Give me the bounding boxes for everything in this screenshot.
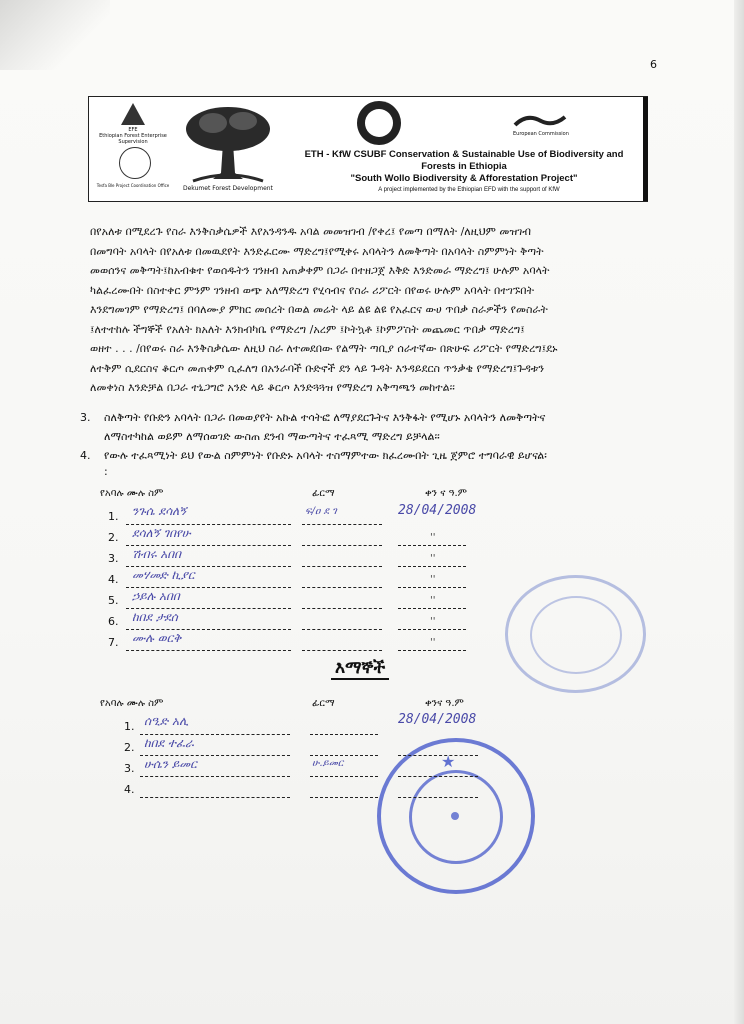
paragraph-line: ወዘተ . . . /በየወሩ ስራ እንቅስቃሴው ለዚህ ስራ ለተመደበው የልማት ጣቢያ ሰራተኛው በጽሁፍ ሪፖርት የማድረግ፤ደኑ <box>90 342 558 355</box>
date-line <box>398 755 478 756</box>
ditto-mark: '' <box>430 532 436 543</box>
row-number: 7. <box>108 636 119 649</box>
name-line <box>126 629 291 630</box>
witness-date: 28/04/2008 <box>398 712 477 727</box>
efe-logo-text: EFE Ethiopian Forest Enterprise Supervision <box>99 127 167 145</box>
signature-line <box>302 650 382 651</box>
signature-line <box>302 629 382 630</box>
figures-emblem-icon <box>119 147 151 179</box>
clause-text: ስለቅጣት የቡድን አባላት በጋራ በመወያየት አኩል ተሳትፎ ለማያደርጉትና እንቅፋት የሚሆኑ አባላትን ለመቅጣትና <box>104 411 546 424</box>
name-line <box>126 524 291 525</box>
signature-line <box>302 545 382 546</box>
paragraph-line: መወሰንና መቅጣት፤ከአብቁተ የወሰዱትን ገንዘብ አጠቃቀም በጋራ በተዘጋጀ እቅድ እንድመራ ማድረግ፤ ሁሉም አባላት <box>90 264 550 277</box>
paragraph-line: በየአለቱ በሚደረጉ የስራ እንቅስቃሴዎች እየአንዳንዱ አባል መመዝገብ /የቀረ፤ የመጣ በማለት /ለዚህም መዝገብ <box>90 225 532 238</box>
name-line <box>126 650 291 651</box>
tree-logo-caption: Dekumet Forest Development <box>183 185 273 192</box>
date-line <box>398 776 478 777</box>
witness-col-sign: ፊርማ <box>312 698 335 709</box>
name-line <box>126 545 291 546</box>
date-line <box>398 608 466 609</box>
ditto-mark: '' <box>430 616 436 627</box>
clause-text: ለማስተካከል ወይም ለማሰወገድ ውስጠ ደንብ ማውጣትና ተፈጻሚ ማድረግ ይቻላል፡፡ <box>104 430 440 443</box>
witness-name-signature: ሁሴን ይመር <box>144 757 197 771</box>
members-col-date: ቀን ና ዓ.ም <box>425 488 468 499</box>
banner-subtitle: A project implemented by the Ethiopian EFD with the support of KfW <box>378 187 560 193</box>
tree-emblem-icon <box>121 103 145 125</box>
row-number: 1. <box>108 510 119 523</box>
member-signature: ፍ/ዐ ደ ገ <box>305 506 337 517</box>
row-number: 2. <box>108 531 119 544</box>
row-number: 4. <box>124 783 135 796</box>
signature-line <box>310 776 378 777</box>
ethiopian-seal-icon <box>357 101 401 145</box>
ditto-mark: '' <box>430 574 436 585</box>
ditto-mark: '' <box>430 637 436 648</box>
name-line <box>140 755 290 756</box>
member-name-signature: መሃመድ ኪያር <box>132 568 195 582</box>
signature-line <box>302 608 382 609</box>
signature-line <box>302 587 382 588</box>
row-number: 4. <box>108 573 119 586</box>
row-number: 6. <box>108 615 119 628</box>
row-number: 5. <box>108 594 119 607</box>
signature-line <box>310 797 378 798</box>
row-number: 2. <box>124 741 135 754</box>
member-name-signature: ከበደ ታደሰ <box>132 610 178 624</box>
name-line <box>140 776 290 777</box>
paragraph-line: ካልፈረሙበት በስተቀር ምንም ገንዘብ ወጭ አለማድረግ የሂሳብና የስራ ሪፖርት በየወሩ ሁሉም አባላት በተገኙበት <box>90 283 535 297</box>
member-name-signature: ኃይሉ አበበ <box>132 589 180 603</box>
witness-col-date: ቀንና ዓ.ም <box>425 698 464 709</box>
faded-stamp <box>505 575 646 693</box>
date-line <box>398 650 466 651</box>
witness-col-name: የአባሉ ሙሉ ስም <box>100 698 164 709</box>
witness-signature: ሁ.ይመር <box>312 758 344 769</box>
member-name-signature: ደሳለኝ ገበየሁ <box>132 526 191 540</box>
clause-text: የውሉ ተፈጻሚነት ይህ የውል ስምምነት የቡድኑ አባላት ተስማምተው ክፈረሙበት ጊዜ ጀምሮ ተግባራዊ ይሆናል፡ <box>104 449 547 462</box>
banner-border <box>643 97 648 201</box>
date-line <box>398 566 466 567</box>
eu-logo-text: European Commission <box>513 131 569 137</box>
page-curl <box>0 0 110 70</box>
paragraph-line: በመግባት አባላት በየአለቱ በመዉደየት እንድፈርሙ ማድረግ፤የሚቀሩ አባላትን ለመቅጣት በአባላት ስምምነት ቅጣት <box>90 244 544 258</box>
date-line <box>398 545 466 546</box>
tree-logo <box>183 103 273 193</box>
eu-wave-icon <box>513 111 567 131</box>
date-line <box>398 797 478 798</box>
signature-line <box>302 566 382 567</box>
signature-line <box>302 524 382 525</box>
witnesses-heading: እማኞች <box>335 658 386 678</box>
ditto-mark: '' <box>430 553 436 564</box>
row-number: 1. <box>124 720 135 733</box>
name-line <box>126 587 291 588</box>
name-line <box>126 608 291 609</box>
page-edge <box>734 0 744 1024</box>
project-banner <box>88 96 648 202</box>
members-col-name: የአባሉ ሙሉ ስም <box>100 488 164 499</box>
clause-text: : <box>104 465 108 478</box>
member-date: 28/04/2008 <box>398 503 477 518</box>
name-line <box>140 797 290 798</box>
tree-icon <box>183 103 273 183</box>
efe-logo <box>93 101 173 197</box>
official-stamp <box>377 738 535 894</box>
banner-title: ETH - KfW CSUBF Conservation & Sustainable Use of Biodiversity and Forests in Ethiopia "South Wollo Biodiversity & Afforestation Project" <box>304 149 624 184</box>
coordination-office-text: Tesfa Ble Project Coordination Office <box>96 183 170 188</box>
name-line <box>126 566 291 567</box>
page-number: 6 <box>650 58 657 71</box>
member-name-signature: ንጉሴ ደሳለኝ <box>132 504 187 518</box>
stamp-star-icon: ★ <box>441 752 456 771</box>
agreement-paragraph <box>90 222 680 398</box>
date-line <box>398 587 466 588</box>
member-name-signature: ሙሉ ወርቅ <box>132 631 182 645</box>
row-number: 3. <box>124 762 135 775</box>
clause-number: 3. <box>80 411 91 424</box>
paragraph-line: ለመቀነስ እንድቻል በጋራ ተኒጋግሮ አንድ ላይ ቆርጦ እንድጓጓዝ የማድረግ አቅጣጫን መከተል፡፡ <box>90 381 455 394</box>
paragraph-line: ፤ለተተከሉ ችግኞች የአለት ክአለት እንክብካቤ የማድረግ /አረም ፤ኮትኳቶ ፤ኮምፖስት መጨመር ጥበቃ ማድረግ፤ <box>90 322 525 336</box>
row-number: 3. <box>108 552 119 565</box>
signature-line <box>310 755 378 756</box>
ditto-mark: '' <box>430 595 436 606</box>
eu-logo <box>513 111 567 141</box>
members-col-sign: ፊርማ <box>312 488 335 499</box>
paragraph-line: እንደግመገም የማድረግ፤ በባለሙያ ምክር መሰረት በወል መሬት ላይ ልዩ ልዩ የአፈርና ውሀ ጥበቃ ስራዎችን የመስራት <box>90 303 548 316</box>
clause-number: 4. <box>80 449 91 462</box>
date-line <box>398 629 466 630</box>
name-line <box>140 734 290 735</box>
paragraph-line: ለተቅም ሲደርስና ቆርጦ መጠቀም ሲፈለግ በአንራባች ቡድኖች ደን ላይ ጉዳት እንዳይደርስ ጥንቃቄ የማድረግ፤ጉዳቱን <box>90 361 545 375</box>
witness-name-signature: ሰዒድ አሊ <box>144 714 189 728</box>
signature-line <box>310 734 378 735</box>
witness-name-signature: ከበደ ተፈራ <box>144 736 194 750</box>
member-name-signature: ሽብሩ አበበ <box>132 547 182 561</box>
